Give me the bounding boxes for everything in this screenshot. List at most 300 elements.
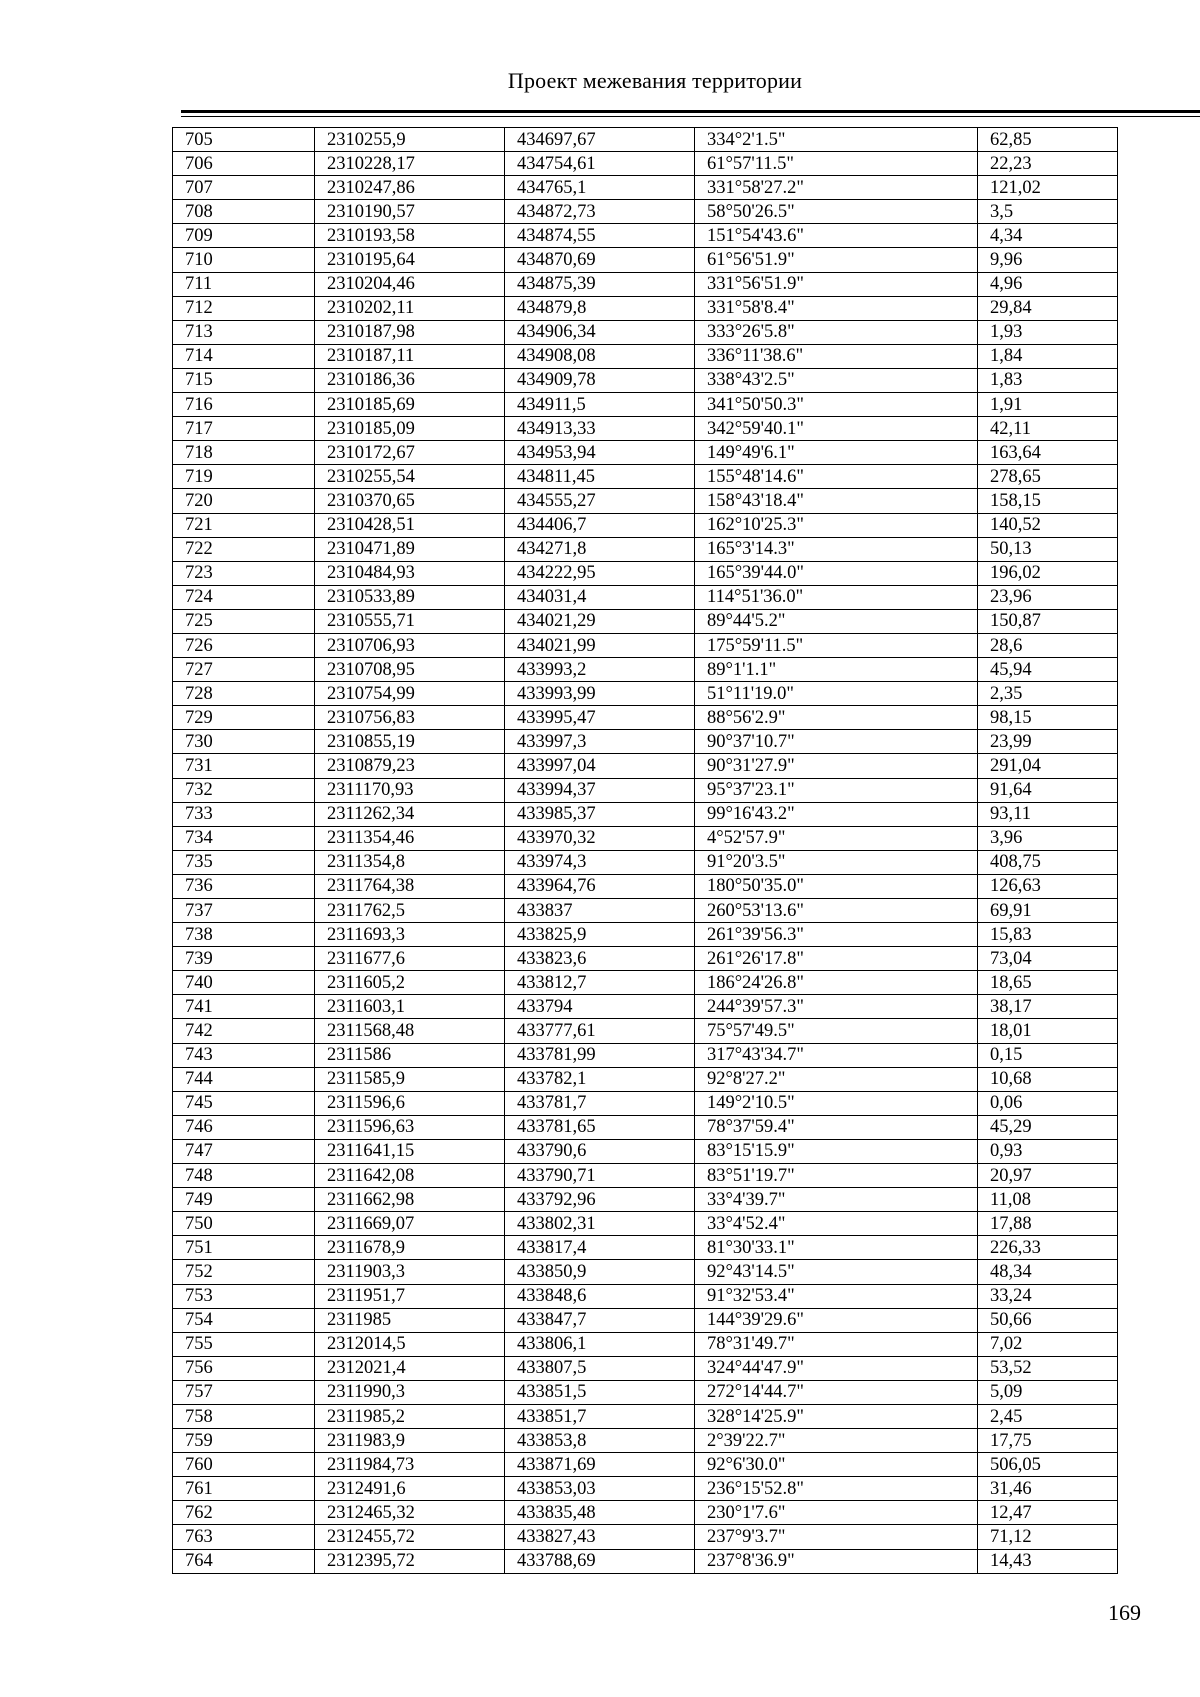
distance-cell: 10,68 bbox=[978, 1067, 1118, 1091]
x-coordinate-cell: 2311764,38 bbox=[315, 874, 505, 898]
table-row bbox=[173, 874, 1118, 898]
distance-cell: 53,52 bbox=[978, 1356, 1118, 1380]
point-number-cell: 736 bbox=[173, 874, 315, 898]
bearing-cell: 90°37'10.7" bbox=[695, 730, 978, 754]
table-row bbox=[173, 971, 1118, 995]
distance-cell: 150,87 bbox=[978, 609, 1118, 633]
distance-cell: 2,45 bbox=[978, 1404, 1118, 1428]
bearing-cell: 261°26'17.8" bbox=[695, 947, 978, 971]
y-coordinate-cell: 433802,31 bbox=[505, 1212, 695, 1236]
table-row bbox=[173, 850, 1118, 874]
bearing-cell: 58°50'26.5" bbox=[695, 200, 978, 224]
distance-cell: 93,11 bbox=[978, 802, 1118, 826]
bearing-cell: 237°8'36.9" bbox=[695, 1549, 978, 1573]
distance-cell: 163,64 bbox=[978, 441, 1118, 465]
table-row bbox=[173, 465, 1118, 489]
bearing-cell: 33°4'52.4" bbox=[695, 1212, 978, 1236]
y-coordinate-cell: 433806,1 bbox=[505, 1332, 695, 1356]
bearing-cell: 237°9'3.7" bbox=[695, 1525, 978, 1549]
distance-cell: 22,23 bbox=[978, 152, 1118, 176]
x-coordinate-cell: 2310706,93 bbox=[315, 633, 505, 657]
point-number-cell: 721 bbox=[173, 513, 315, 537]
point-number-cell: 746 bbox=[173, 1115, 315, 1139]
y-coordinate-cell: 433993,99 bbox=[505, 682, 695, 706]
x-coordinate-cell: 2311677,6 bbox=[315, 947, 505, 971]
point-number-cell: 762 bbox=[173, 1501, 315, 1525]
table-row bbox=[173, 537, 1118, 561]
bearing-cell: 61°57'11.5" bbox=[695, 152, 978, 176]
y-coordinate-cell: 433995,47 bbox=[505, 706, 695, 730]
distance-cell: 291,04 bbox=[978, 754, 1118, 778]
y-coordinate-cell: 434911,5 bbox=[505, 393, 695, 417]
point-number-cell: 731 bbox=[173, 754, 315, 778]
distance-cell: 2,35 bbox=[978, 682, 1118, 706]
y-coordinate-cell: 434222,95 bbox=[505, 561, 695, 585]
distance-cell: 278,65 bbox=[978, 465, 1118, 489]
header-rule-thin bbox=[181, 116, 1200, 117]
y-coordinate-cell: 434031,4 bbox=[505, 585, 695, 609]
distance-cell: 126,63 bbox=[978, 874, 1118, 898]
point-number-cell: 709 bbox=[173, 224, 315, 248]
point-number-cell: 739 bbox=[173, 947, 315, 971]
bearing-cell: 2°39'22.7" bbox=[695, 1429, 978, 1453]
point-number-cell: 751 bbox=[173, 1236, 315, 1260]
point-number-cell: 712 bbox=[173, 296, 315, 320]
point-number-cell: 734 bbox=[173, 826, 315, 850]
distance-cell: 7,02 bbox=[978, 1332, 1118, 1356]
x-coordinate-cell: 2311596,63 bbox=[315, 1115, 505, 1139]
y-coordinate-cell: 433970,32 bbox=[505, 826, 695, 850]
point-number-cell: 763 bbox=[173, 1525, 315, 1549]
table-row bbox=[173, 128, 1118, 152]
point-number-cell: 761 bbox=[173, 1477, 315, 1501]
y-coordinate-cell: 433985,37 bbox=[505, 802, 695, 826]
table-row bbox=[173, 1043, 1118, 1067]
x-coordinate-cell: 2310555,71 bbox=[315, 609, 505, 633]
distance-cell: 18,01 bbox=[978, 1019, 1118, 1043]
y-coordinate-cell: 433781,7 bbox=[505, 1091, 695, 1115]
bearing-cell: 78°31'49.7" bbox=[695, 1332, 978, 1356]
table-row bbox=[173, 754, 1118, 778]
table-row bbox=[173, 995, 1118, 1019]
table-row bbox=[173, 1139, 1118, 1163]
y-coordinate-cell: 433827,43 bbox=[505, 1525, 695, 1549]
page-number: 169 bbox=[1108, 1600, 1141, 1625]
x-coordinate-cell: 2311762,5 bbox=[315, 899, 505, 923]
y-coordinate-cell: 434909,78 bbox=[505, 368, 695, 392]
x-coordinate-cell: 2310228,17 bbox=[315, 152, 505, 176]
x-coordinate-cell: 2311568,48 bbox=[315, 1019, 505, 1043]
distance-cell: 23,99 bbox=[978, 730, 1118, 754]
y-coordinate-cell: 433997,04 bbox=[505, 754, 695, 778]
y-coordinate-cell: 434879,8 bbox=[505, 296, 695, 320]
y-coordinate-cell: 434913,33 bbox=[505, 417, 695, 441]
bearing-cell: 90°31'27.9" bbox=[695, 754, 978, 778]
x-coordinate-cell: 2310855,19 bbox=[315, 730, 505, 754]
x-coordinate-cell: 2310708,95 bbox=[315, 658, 505, 682]
y-coordinate-cell: 434874,55 bbox=[505, 224, 695, 248]
x-coordinate-cell: 2311585,9 bbox=[315, 1067, 505, 1091]
table-row bbox=[173, 585, 1118, 609]
point-number-cell: 754 bbox=[173, 1308, 315, 1332]
distance-cell: 98,15 bbox=[978, 706, 1118, 730]
y-coordinate-cell: 433964,76 bbox=[505, 874, 695, 898]
table-row bbox=[173, 1091, 1118, 1115]
distance-cell: 408,75 bbox=[978, 850, 1118, 874]
y-coordinate-cell: 434271,8 bbox=[505, 537, 695, 561]
table-row bbox=[173, 778, 1118, 802]
x-coordinate-cell: 2310187,11 bbox=[315, 344, 505, 368]
point-number-cell: 764 bbox=[173, 1549, 315, 1573]
x-coordinate-cell: 2310204,46 bbox=[315, 272, 505, 296]
distance-cell: 17,88 bbox=[978, 1212, 1118, 1236]
table-row bbox=[173, 441, 1118, 465]
point-number-cell: 724 bbox=[173, 585, 315, 609]
bearing-cell: 144°39'29.6" bbox=[695, 1308, 978, 1332]
point-number-cell: 723 bbox=[173, 561, 315, 585]
y-coordinate-cell: 433837 bbox=[505, 899, 695, 923]
page-header-title: Проект межевания территории bbox=[507, 68, 803, 93]
point-number-cell: 716 bbox=[173, 393, 315, 417]
y-coordinate-cell: 433792,96 bbox=[505, 1188, 695, 1212]
x-coordinate-cell: 2311983,9 bbox=[315, 1429, 505, 1453]
y-coordinate-cell: 433807,5 bbox=[505, 1356, 695, 1380]
bearing-cell: 244°39'57.3" bbox=[695, 995, 978, 1019]
y-coordinate-cell: 433851,7 bbox=[505, 1404, 695, 1428]
x-coordinate-cell: 2310193,58 bbox=[315, 224, 505, 248]
distance-cell: 1,91 bbox=[978, 393, 1118, 417]
table-row bbox=[173, 176, 1118, 200]
point-number-cell: 737 bbox=[173, 899, 315, 923]
x-coordinate-cell: 2311669,07 bbox=[315, 1212, 505, 1236]
bearing-cell: 175°59'11.5" bbox=[695, 633, 978, 657]
x-coordinate-cell: 2311170,93 bbox=[315, 778, 505, 802]
bearing-cell: 331°58'8.4" bbox=[695, 296, 978, 320]
x-coordinate-cell: 2312395,72 bbox=[315, 1549, 505, 1573]
x-coordinate-cell: 2311596,6 bbox=[315, 1091, 505, 1115]
y-coordinate-cell: 433974,3 bbox=[505, 850, 695, 874]
y-coordinate-cell: 433848,6 bbox=[505, 1284, 695, 1308]
point-number-cell: 735 bbox=[173, 850, 315, 874]
bearing-cell: 317°43'34.7" bbox=[695, 1043, 978, 1067]
x-coordinate-cell: 2311603,1 bbox=[315, 995, 505, 1019]
x-coordinate-cell: 2312455,72 bbox=[315, 1525, 505, 1549]
distance-cell: 50,13 bbox=[978, 537, 1118, 561]
point-number-cell: 760 bbox=[173, 1453, 315, 1477]
bearing-cell: 260°53'13.6" bbox=[695, 899, 978, 923]
x-coordinate-cell: 2311951,7 bbox=[315, 1284, 505, 1308]
point-number-cell: 738 bbox=[173, 923, 315, 947]
x-coordinate-cell: 2311984,73 bbox=[315, 1453, 505, 1477]
table-row bbox=[173, 658, 1118, 682]
distance-cell: 226,33 bbox=[978, 1236, 1118, 1260]
distance-cell: 1,83 bbox=[978, 368, 1118, 392]
table-row bbox=[173, 417, 1118, 441]
x-coordinate-cell: 2311586 bbox=[315, 1043, 505, 1067]
table-row bbox=[173, 561, 1118, 585]
y-coordinate-cell: 434021,29 bbox=[505, 609, 695, 633]
distance-cell: 73,04 bbox=[978, 947, 1118, 971]
table-row bbox=[173, 320, 1118, 344]
table-row bbox=[173, 1356, 1118, 1380]
x-coordinate-cell: 2310484,93 bbox=[315, 561, 505, 585]
point-number-cell: 720 bbox=[173, 489, 315, 513]
y-coordinate-cell: 434908,08 bbox=[505, 344, 695, 368]
point-number-cell: 707 bbox=[173, 176, 315, 200]
bearing-cell: 88°56'2.9" bbox=[695, 706, 978, 730]
distance-cell: 3,5 bbox=[978, 200, 1118, 224]
y-coordinate-cell: 433823,6 bbox=[505, 947, 695, 971]
y-coordinate-cell: 433851,5 bbox=[505, 1380, 695, 1404]
table-row bbox=[173, 1308, 1118, 1332]
distance-cell: 71,12 bbox=[978, 1525, 1118, 1549]
x-coordinate-cell: 2311642,08 bbox=[315, 1164, 505, 1188]
bearing-cell: 95°37'23.1" bbox=[695, 778, 978, 802]
table-row bbox=[173, 826, 1118, 850]
table-row bbox=[173, 1164, 1118, 1188]
bearing-cell: 99°16'43.2" bbox=[695, 802, 978, 826]
distance-cell: 23,96 bbox=[978, 585, 1118, 609]
distance-cell: 121,02 bbox=[978, 176, 1118, 200]
bearing-cell: 91°20'3.5" bbox=[695, 850, 978, 874]
x-coordinate-cell: 2310754,99 bbox=[315, 682, 505, 706]
table-row bbox=[173, 947, 1118, 971]
distance-cell: 15,83 bbox=[978, 923, 1118, 947]
bearing-cell: 92°8'27.2" bbox=[695, 1067, 978, 1091]
x-coordinate-cell: 2310255,9 bbox=[315, 128, 505, 152]
point-number-cell: 744 bbox=[173, 1067, 315, 1091]
bearing-cell: 155°48'14.6" bbox=[695, 465, 978, 489]
x-coordinate-cell: 2310533,89 bbox=[315, 585, 505, 609]
table-row bbox=[173, 802, 1118, 826]
table-row bbox=[173, 1115, 1118, 1139]
table-row bbox=[173, 513, 1118, 537]
y-coordinate-cell: 433782,1 bbox=[505, 1067, 695, 1091]
table-row bbox=[173, 152, 1118, 176]
y-coordinate-cell: 434953,94 bbox=[505, 441, 695, 465]
bearing-cell: 336°11'38.6" bbox=[695, 344, 978, 368]
distance-cell: 506,05 bbox=[978, 1453, 1118, 1477]
distance-cell: 31,46 bbox=[978, 1477, 1118, 1501]
x-coordinate-cell: 2311605,2 bbox=[315, 971, 505, 995]
bearing-cell: 149°49'6.1" bbox=[695, 441, 978, 465]
y-coordinate-cell: 434697,67 bbox=[505, 128, 695, 152]
x-coordinate-cell: 2310186,36 bbox=[315, 368, 505, 392]
x-coordinate-cell: 2310255,54 bbox=[315, 465, 505, 489]
y-coordinate-cell: 434555,27 bbox=[505, 489, 695, 513]
point-number-cell: 741 bbox=[173, 995, 315, 1019]
bearing-cell: 78°37'59.4" bbox=[695, 1115, 978, 1139]
distance-cell: 140,52 bbox=[978, 513, 1118, 537]
distance-cell: 38,17 bbox=[978, 995, 1118, 1019]
bearing-cell: 165°3'14.3" bbox=[695, 537, 978, 561]
bearing-cell: 324°44'47.9" bbox=[695, 1356, 978, 1380]
bearing-cell: 333°26'5.8" bbox=[695, 320, 978, 344]
bearing-cell: 186°24'26.8" bbox=[695, 971, 978, 995]
x-coordinate-cell: 2310879,23 bbox=[315, 754, 505, 778]
bearing-cell: 341°50'50.3" bbox=[695, 393, 978, 417]
point-number-cell: 743 bbox=[173, 1043, 315, 1067]
y-coordinate-cell: 433790,71 bbox=[505, 1164, 695, 1188]
point-number-cell: 728 bbox=[173, 682, 315, 706]
distance-cell: 0,06 bbox=[978, 1091, 1118, 1115]
y-coordinate-cell: 434906,34 bbox=[505, 320, 695, 344]
point-number-cell: 753 bbox=[173, 1284, 315, 1308]
x-coordinate-cell: 2310185,09 bbox=[315, 417, 505, 441]
y-coordinate-cell: 433781,65 bbox=[505, 1115, 695, 1139]
coordinates-table bbox=[172, 127, 1118, 1574]
y-coordinate-cell: 434406,7 bbox=[505, 513, 695, 537]
header-rule-thick bbox=[181, 110, 1200, 113]
point-number-cell: 715 bbox=[173, 368, 315, 392]
x-coordinate-cell: 2311354,8 bbox=[315, 850, 505, 874]
bearing-cell: 331°56'51.9" bbox=[695, 272, 978, 296]
y-coordinate-cell: 433853,03 bbox=[505, 1477, 695, 1501]
point-number-cell: 725 bbox=[173, 609, 315, 633]
table-row bbox=[173, 344, 1118, 368]
bearing-cell: 165°39'44.0" bbox=[695, 561, 978, 585]
x-coordinate-cell: 2311693,3 bbox=[315, 923, 505, 947]
table-row bbox=[173, 682, 1118, 706]
x-coordinate-cell: 2310195,64 bbox=[315, 248, 505, 272]
point-number-cell: 749 bbox=[173, 1188, 315, 1212]
point-number-cell: 750 bbox=[173, 1212, 315, 1236]
x-coordinate-cell: 2311662,98 bbox=[315, 1188, 505, 1212]
distance-cell: 11,08 bbox=[978, 1188, 1118, 1212]
bearing-cell: 328°14'25.9" bbox=[695, 1404, 978, 1428]
table-row bbox=[173, 706, 1118, 730]
distance-cell: 48,34 bbox=[978, 1260, 1118, 1284]
distance-cell: 91,64 bbox=[978, 778, 1118, 802]
distance-cell: 17,75 bbox=[978, 1429, 1118, 1453]
table-row bbox=[173, 272, 1118, 296]
point-number-cell: 706 bbox=[173, 152, 315, 176]
distance-cell: 0,93 bbox=[978, 1139, 1118, 1163]
y-coordinate-cell: 433817,4 bbox=[505, 1236, 695, 1260]
distance-cell: 50,66 bbox=[978, 1308, 1118, 1332]
point-number-cell: 705 bbox=[173, 128, 315, 152]
bearing-cell: 4°52'57.9" bbox=[695, 826, 978, 850]
bearing-cell: 51°11'19.0" bbox=[695, 682, 978, 706]
table-row bbox=[173, 1284, 1118, 1308]
table-row bbox=[173, 1236, 1118, 1260]
x-coordinate-cell: 2310247,86 bbox=[315, 176, 505, 200]
point-number-cell: 733 bbox=[173, 802, 315, 826]
table-row bbox=[173, 609, 1118, 633]
x-coordinate-cell: 2311903,3 bbox=[315, 1260, 505, 1284]
x-coordinate-cell: 2311985,2 bbox=[315, 1404, 505, 1428]
y-coordinate-cell: 433850,9 bbox=[505, 1260, 695, 1284]
y-coordinate-cell: 433825,9 bbox=[505, 923, 695, 947]
bearing-cell: 338°43'2.5" bbox=[695, 368, 978, 392]
distance-cell: 196,02 bbox=[978, 561, 1118, 585]
table-row bbox=[173, 1019, 1118, 1043]
bearing-cell: 162°10'25.3" bbox=[695, 513, 978, 537]
y-coordinate-cell: 434021,99 bbox=[505, 633, 695, 657]
distance-cell: 14,43 bbox=[978, 1549, 1118, 1573]
bearing-cell: 61°56'51.9" bbox=[695, 248, 978, 272]
point-number-cell: 714 bbox=[173, 344, 315, 368]
bearing-cell: 89°1'1.1" bbox=[695, 658, 978, 682]
y-coordinate-cell: 434811,45 bbox=[505, 465, 695, 489]
distance-cell: 158,15 bbox=[978, 489, 1118, 513]
point-number-cell: 718 bbox=[173, 441, 315, 465]
point-number-cell: 717 bbox=[173, 417, 315, 441]
distance-cell: 1,84 bbox=[978, 344, 1118, 368]
point-number-cell: 729 bbox=[173, 706, 315, 730]
x-coordinate-cell: 2312021,4 bbox=[315, 1356, 505, 1380]
y-coordinate-cell: 433835,48 bbox=[505, 1501, 695, 1525]
y-coordinate-cell: 433794 bbox=[505, 995, 695, 1019]
table-row bbox=[173, 1501, 1118, 1525]
point-number-cell: 752 bbox=[173, 1260, 315, 1284]
point-number-cell: 732 bbox=[173, 778, 315, 802]
point-number-cell: 757 bbox=[173, 1380, 315, 1404]
table-row bbox=[173, 1429, 1118, 1453]
distance-cell: 69,91 bbox=[978, 899, 1118, 923]
bearing-cell: 230°1'7.6" bbox=[695, 1501, 978, 1525]
point-number-cell: 711 bbox=[173, 272, 315, 296]
distance-cell: 9,96 bbox=[978, 248, 1118, 272]
x-coordinate-cell: 2311262,34 bbox=[315, 802, 505, 826]
y-coordinate-cell: 434870,69 bbox=[505, 248, 695, 272]
x-coordinate-cell: 2311354,46 bbox=[315, 826, 505, 850]
bearing-cell: 75°57'49.5" bbox=[695, 1019, 978, 1043]
table-row bbox=[173, 1404, 1118, 1428]
y-coordinate-cell: 433993,2 bbox=[505, 658, 695, 682]
table-row bbox=[173, 1549, 1118, 1573]
point-number-cell: 758 bbox=[173, 1404, 315, 1428]
x-coordinate-cell: 2310172,67 bbox=[315, 441, 505, 465]
bearing-cell: 334°2'1.5" bbox=[695, 128, 978, 152]
distance-cell: 45,29 bbox=[978, 1115, 1118, 1139]
distance-cell: 3,96 bbox=[978, 826, 1118, 850]
y-coordinate-cell: 433788,69 bbox=[505, 1549, 695, 1573]
y-coordinate-cell: 434872,73 bbox=[505, 200, 695, 224]
bearing-cell: 236°15'52.8" bbox=[695, 1477, 978, 1501]
point-number-cell: 713 bbox=[173, 320, 315, 344]
coordinates-table-body bbox=[173, 128, 1118, 1574]
x-coordinate-cell: 2311678,9 bbox=[315, 1236, 505, 1260]
y-coordinate-cell: 433781,99 bbox=[505, 1043, 695, 1067]
point-number-cell: 748 bbox=[173, 1164, 315, 1188]
bearing-cell: 261°39'56.3" bbox=[695, 923, 978, 947]
table-row bbox=[173, 200, 1118, 224]
table-row bbox=[173, 1260, 1118, 1284]
y-coordinate-cell: 433853,8 bbox=[505, 1429, 695, 1453]
point-number-cell: 745 bbox=[173, 1091, 315, 1115]
table-row bbox=[173, 489, 1118, 513]
distance-cell: 5,09 bbox=[978, 1380, 1118, 1404]
x-coordinate-cell: 2310471,89 bbox=[315, 537, 505, 561]
point-number-cell: 708 bbox=[173, 200, 315, 224]
point-number-cell: 742 bbox=[173, 1019, 315, 1043]
distance-cell: 0,15 bbox=[978, 1043, 1118, 1067]
y-coordinate-cell: 433777,61 bbox=[505, 1019, 695, 1043]
table-row bbox=[173, 633, 1118, 657]
distance-cell: 62,85 bbox=[978, 128, 1118, 152]
table-row bbox=[173, 248, 1118, 272]
table-row bbox=[173, 1477, 1118, 1501]
distance-cell: 18,65 bbox=[978, 971, 1118, 995]
table-row bbox=[173, 1067, 1118, 1091]
point-number-cell: 756 bbox=[173, 1356, 315, 1380]
x-coordinate-cell: 2310190,57 bbox=[315, 200, 505, 224]
bearing-cell: 83°51'19.7" bbox=[695, 1164, 978, 1188]
point-number-cell: 722 bbox=[173, 537, 315, 561]
point-number-cell: 727 bbox=[173, 658, 315, 682]
x-coordinate-cell: 2310756,83 bbox=[315, 706, 505, 730]
